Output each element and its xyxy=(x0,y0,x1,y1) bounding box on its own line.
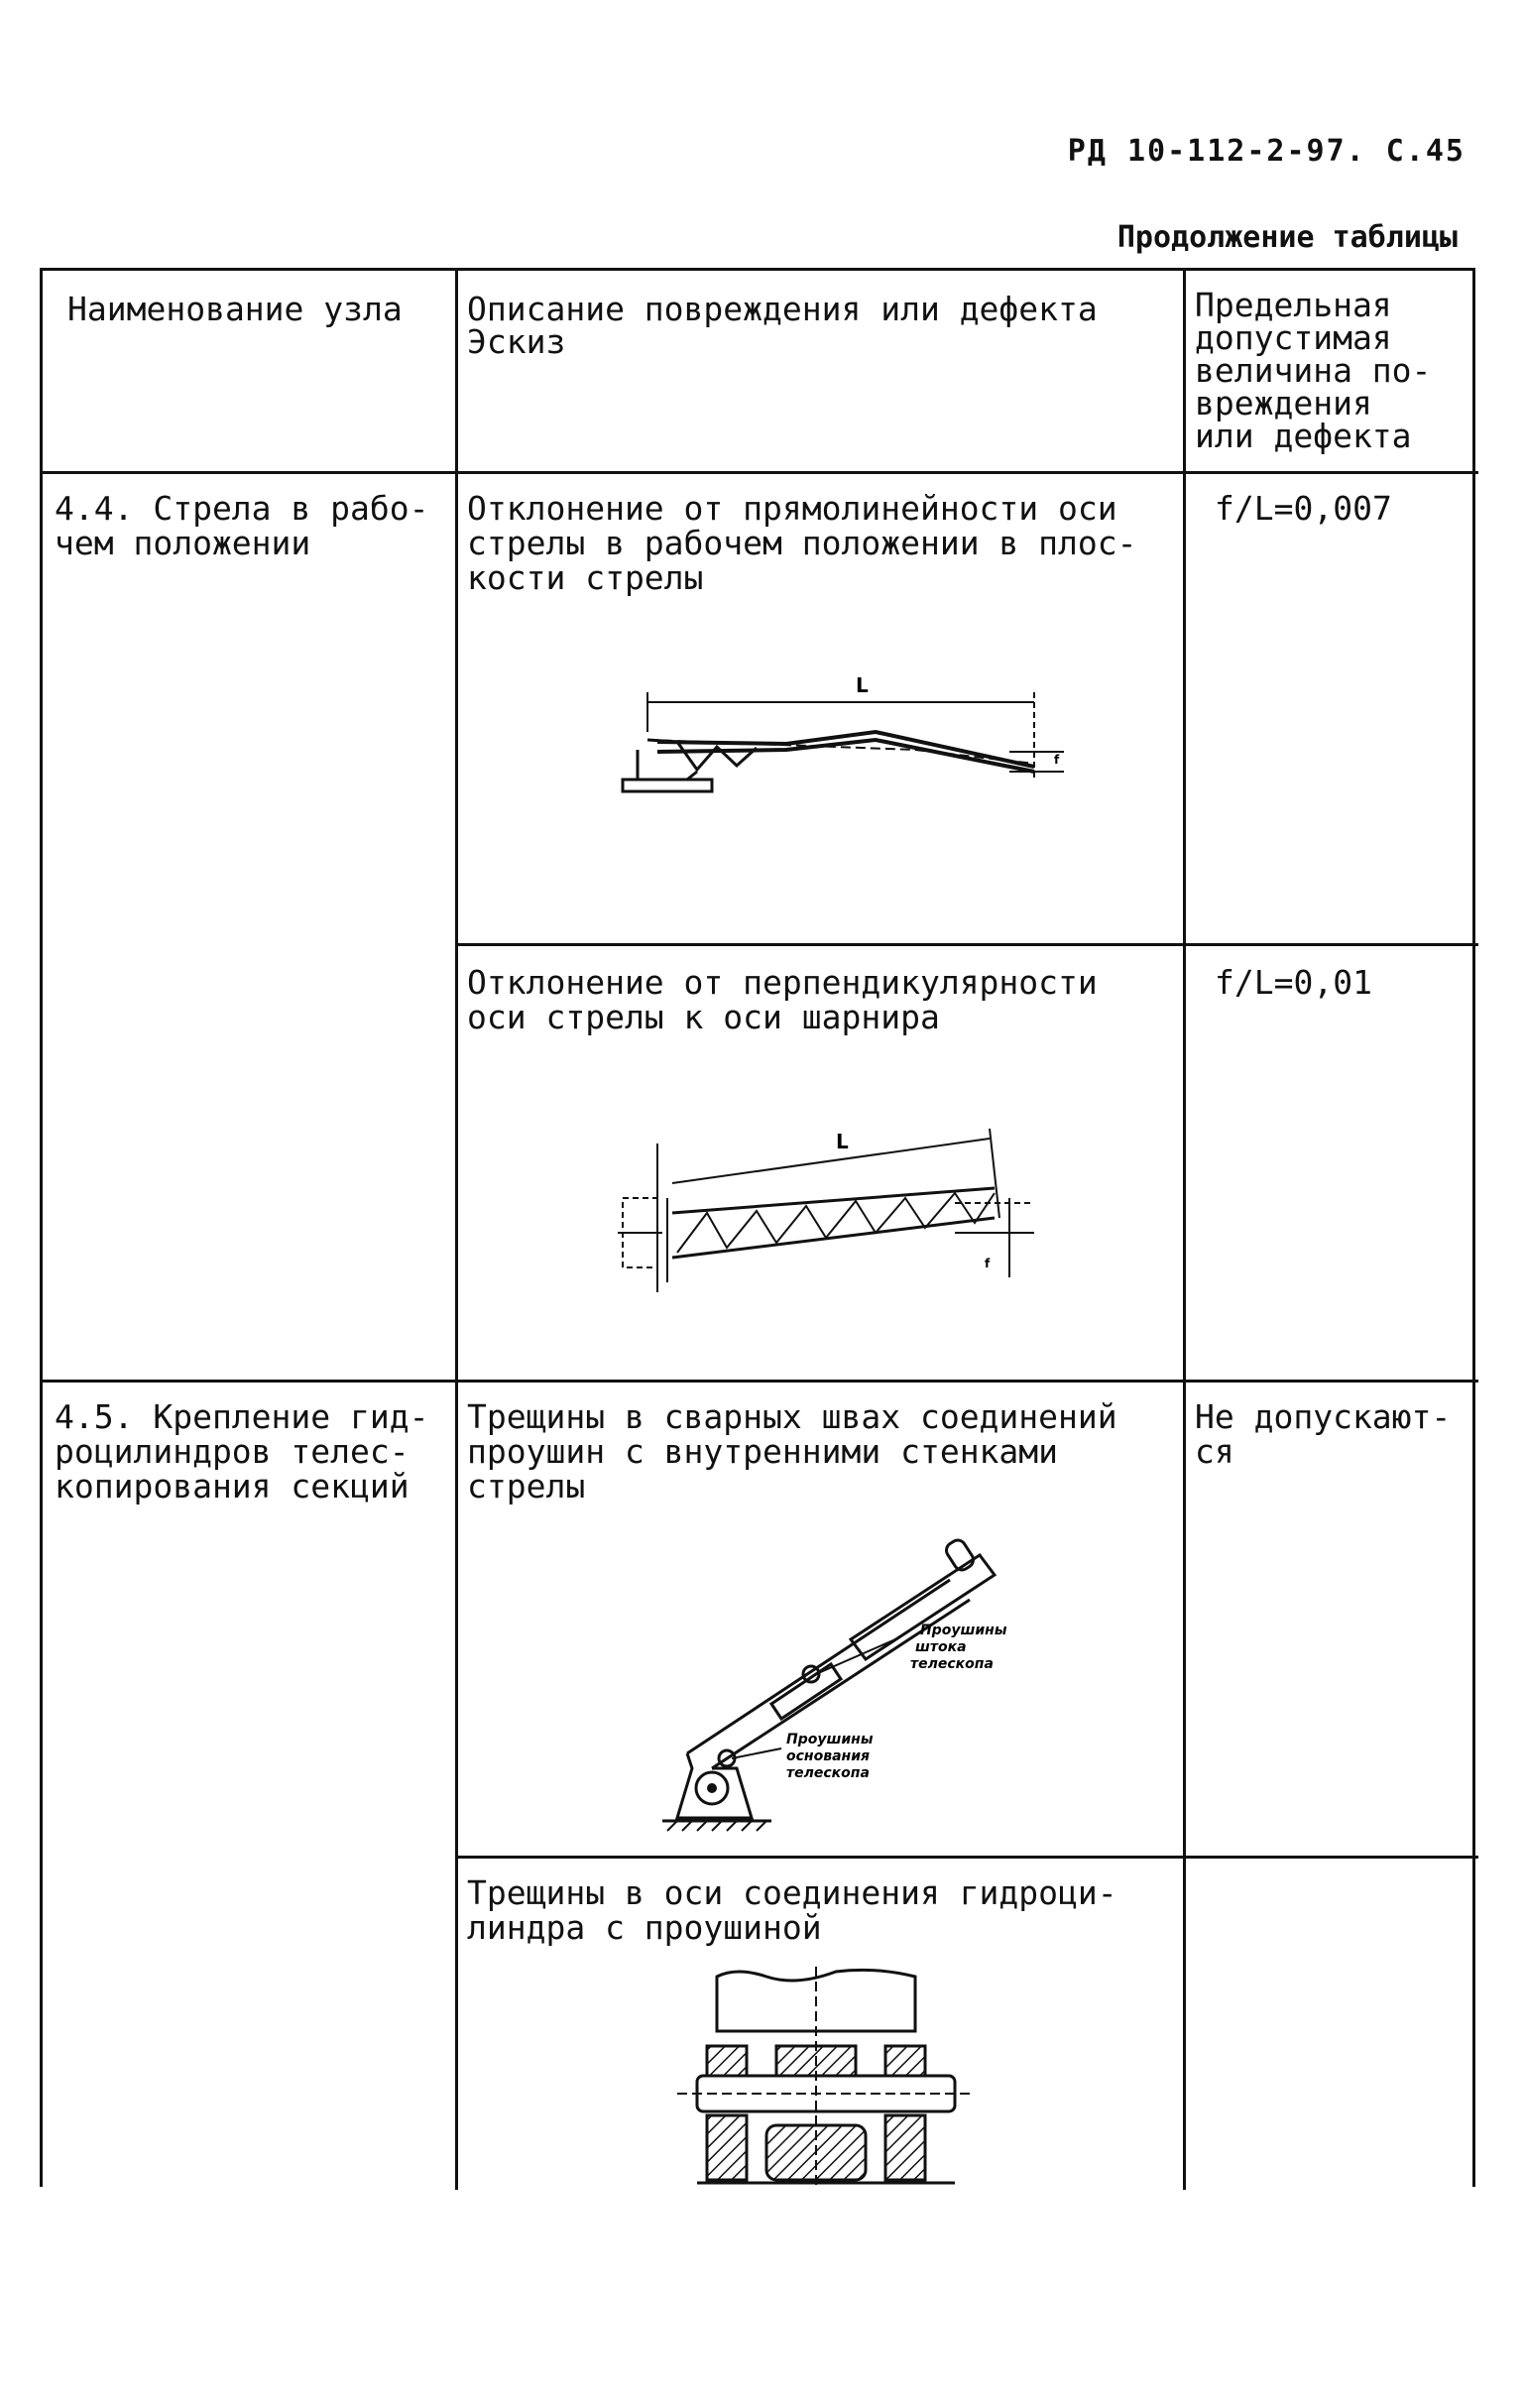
table-row-divider xyxy=(43,1380,1478,1383)
row-node-4-4: 4.4. Стрела в рабо- чем положении xyxy=(55,489,429,562)
boom-straightness-sketch xyxy=(618,662,1084,801)
row-description: Отклонение от прямолинейности оси стрелы в рабочем положении в плос- кости стрелы xyxy=(467,489,1137,597)
table-column-divider xyxy=(455,271,458,2190)
telescoping-cylinder-sketch xyxy=(652,1535,1109,1833)
cylinder-pin-joint-sketch xyxy=(677,1967,1004,2185)
deflection-label: f xyxy=(985,1257,991,1270)
table-header-divider xyxy=(43,471,1478,474)
boom-perpendicularity-sketch xyxy=(618,1104,1044,1292)
column-header-node: Наименование узла xyxy=(67,290,403,328)
table-continuation-label: Продолжение таблицы xyxy=(1116,220,1458,255)
defects-table xyxy=(40,268,1475,2187)
row-description: Отклонение от перпендикулярности оси стрелы к оси шарнира xyxy=(467,963,1098,1036)
rod-eye-label: Проушины штока телескопа xyxy=(910,1623,1007,1672)
row-limit: f/L=0,01 xyxy=(1215,963,1372,1002)
base-eye-label: Проушины основания телескопа xyxy=(786,1732,874,1781)
row-description: Трещины в оси соединения гидроци- линдра с проушиной xyxy=(467,1873,1117,1947)
column-header-description: Описание повреждения или дефекта Эскиз xyxy=(467,290,1098,361)
column-header-limit: Предельная допустимая величина по- вреждения или дефекта xyxy=(1195,286,1432,455)
row-description: Трещины в сварных швах соединений проушин с внутренними стенками стрелы xyxy=(467,1397,1117,1505)
dimension-label: L xyxy=(836,1130,849,1153)
row-node-4-5: 4.5. Крепление гид- роцилиндров телес- копирования секций xyxy=(55,1397,429,1505)
row-limit: f/L=0,007 xyxy=(1215,489,1392,528)
row-limit: Не допускают- ся xyxy=(1195,1397,1452,1471)
table-subrow-divider xyxy=(458,1856,1478,1859)
deflection-label: f xyxy=(1054,753,1060,767)
dimension-label: L xyxy=(856,673,869,697)
table-subrow-divider xyxy=(458,943,1478,946)
table-column-divider xyxy=(1183,271,1186,2190)
document-code: РД 10-112-2-97. С.45 xyxy=(1067,134,1466,169)
